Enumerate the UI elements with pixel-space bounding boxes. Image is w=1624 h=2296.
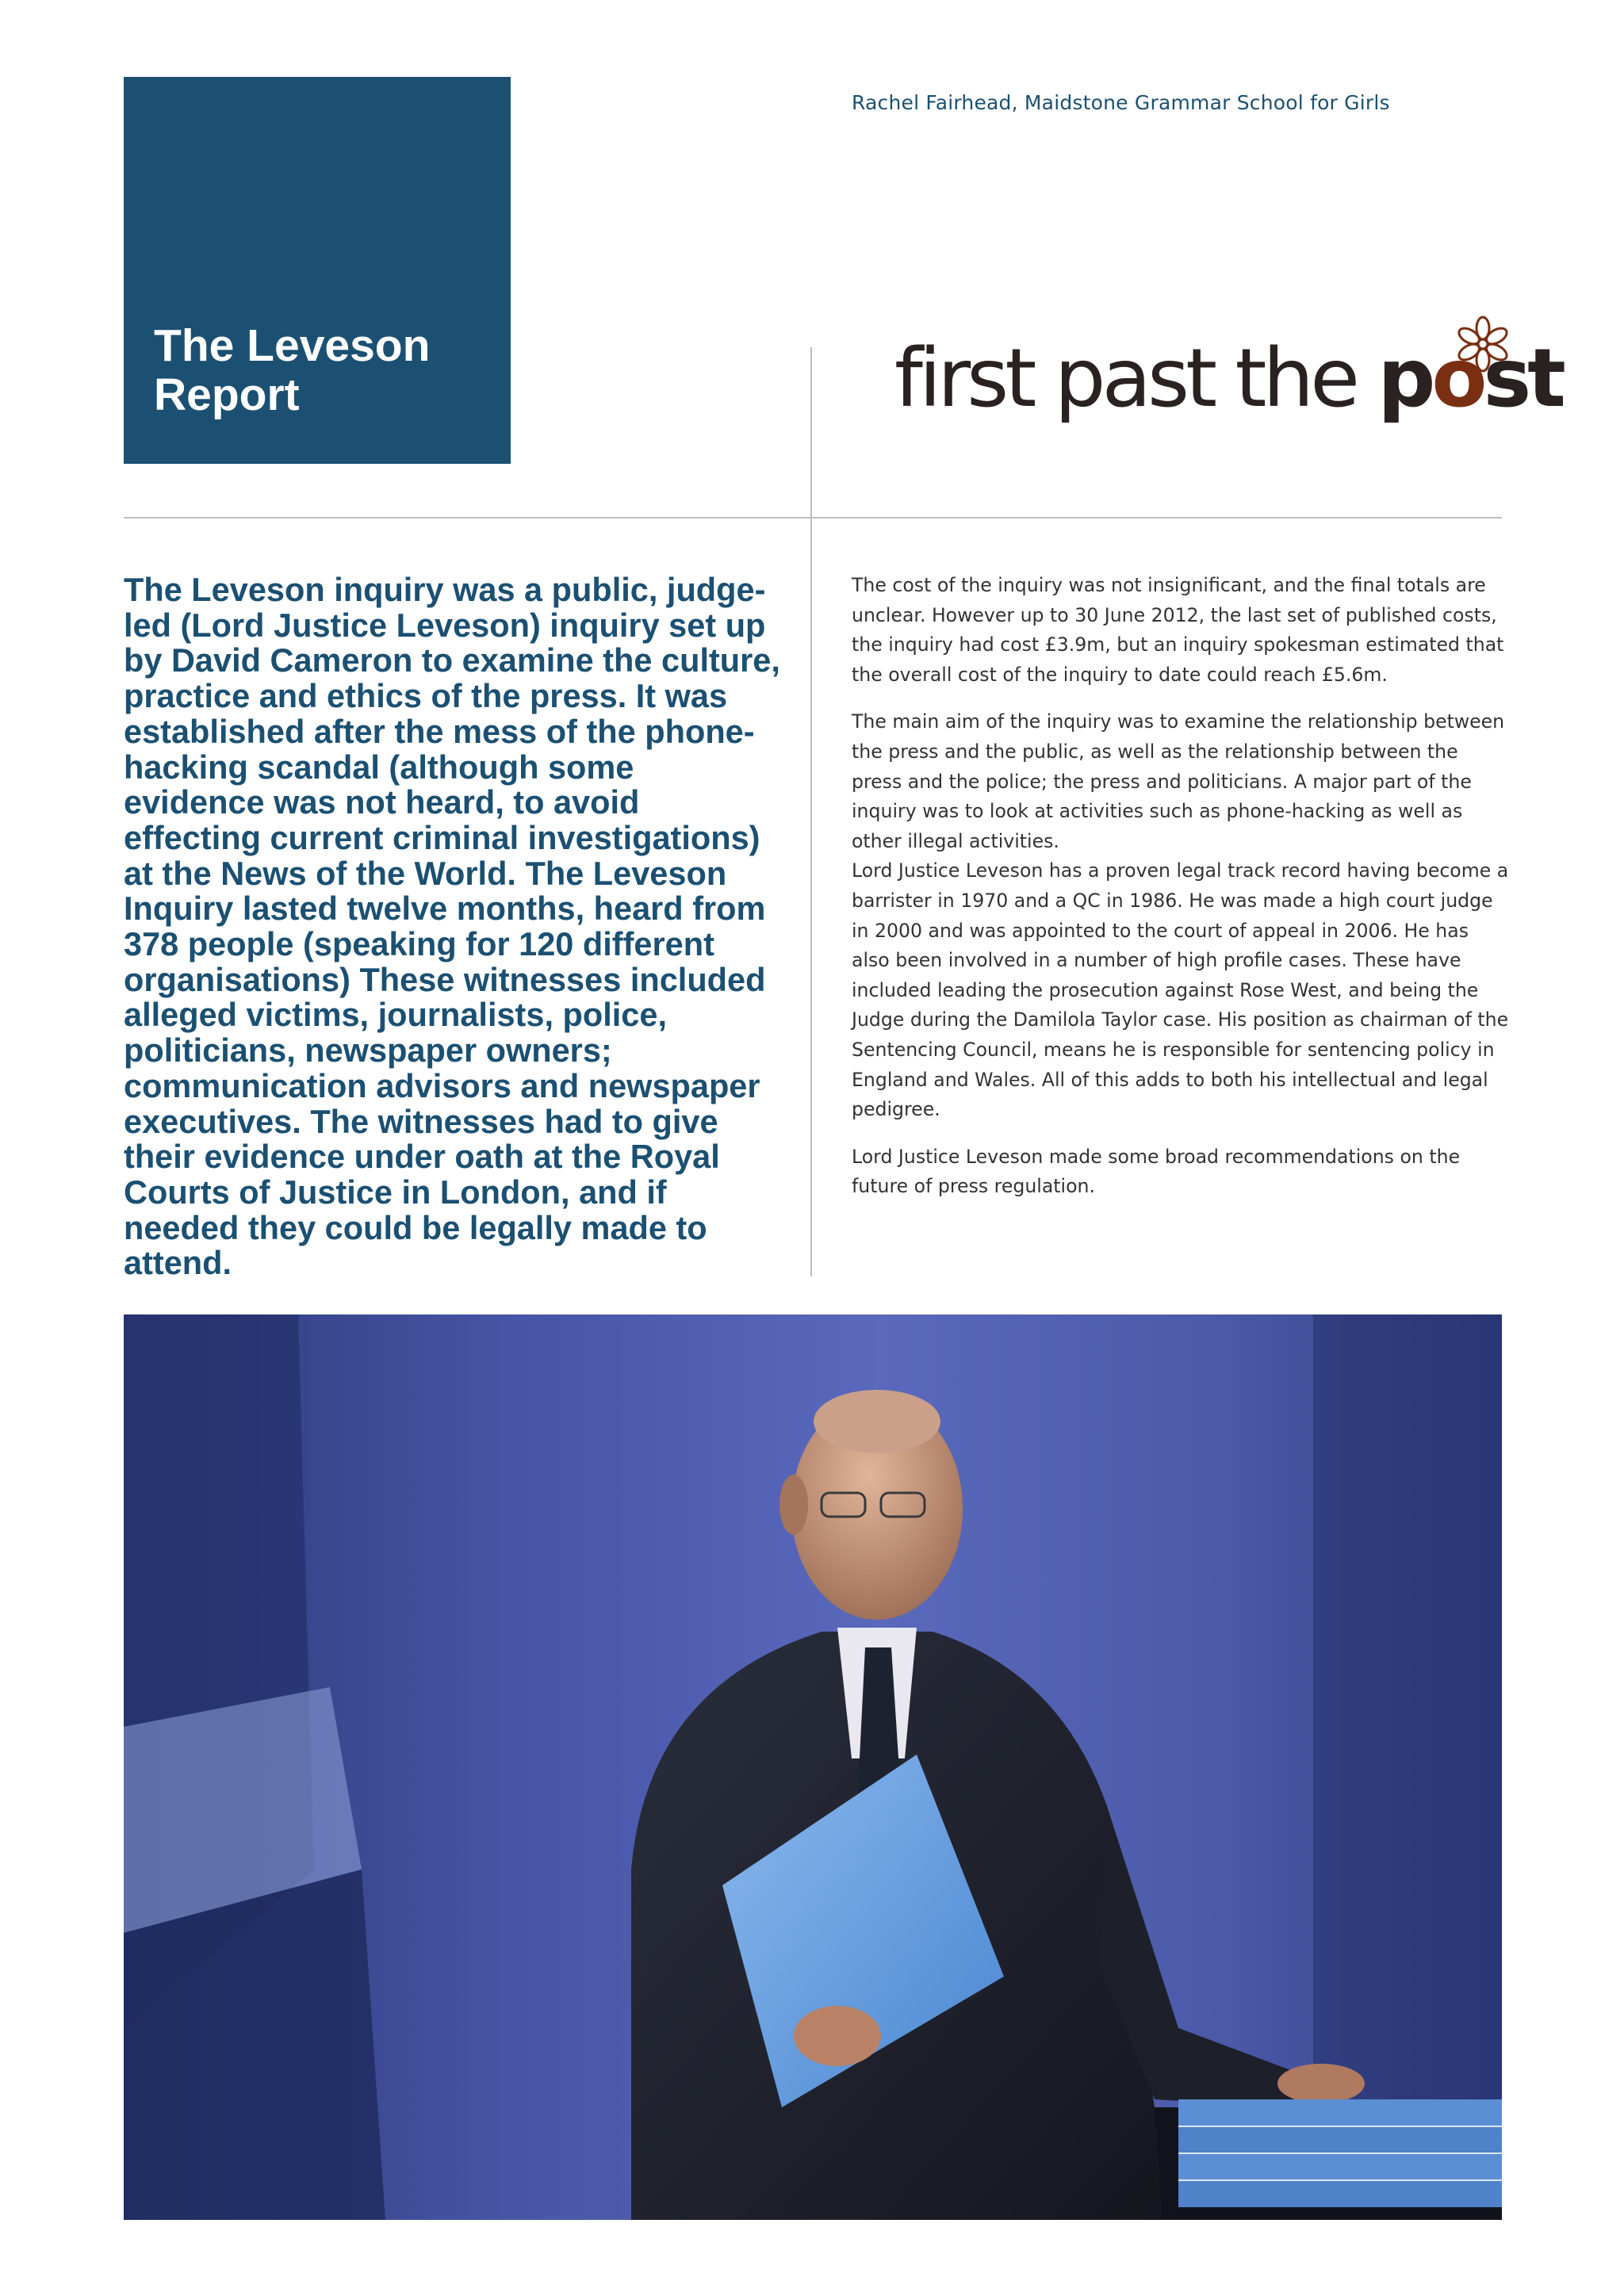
body-paragraph-cost: The cost of the inquiry was not insignificant, and the final totals are unclear. However up to 30 June 2012, the last set of published costs, the inquiry had cost £3.9m, but an inquiry spokesman estimated that the overall cost of the inquiry to date could reach £5.6m.	[852, 574, 1504, 686]
author-byline: Rachel Fairhead, Maidstone Grammar School for Girls	[852, 91, 1390, 114]
body-column	[852, 571, 1510, 1219]
title-block	[124, 77, 511, 464]
logo-text-light: first past the	[894, 331, 1378, 426]
body-paragraph-leveson: Lord Justice Leveson has a proven legal track record having become a barrister in 1970 and a QC in 1986. He was made a high court judge in 2000 and was appointed to the court of appeal in 2006. He has also been involved in a number of high profile cases. These have included leading the prosecution against Rose West, and being the Judge during the Damilola Taylor case. His position as chairman of the Sentencing Council, means he is responsible for sentencing policy in England and Wales. All of this adds to both his intellectual and legal pedigree.	[852, 859, 1509, 1121]
logo-text-st: st	[1483, 331, 1562, 426]
logo-text-o: o	[1431, 331, 1484, 426]
header-divider	[124, 517, 1502, 519]
flower-icon	[1453, 314, 1513, 374]
logo-text-p: p	[1377, 331, 1432, 426]
lead-paragraph: The Leveson inquiry was a public, judge-led (Lord Justice Leveson) inquiry set up by David Cameron to examine the culture, practice and ethics of the press. It was established after the mess of the phone-hacking scandal (although some evidence was not heard, to avoid effecting current criminal investigations) at the News of the World. The Leveson Inquiry lasted twelve months, heard from 378 people (speaking for 120 different organisations) These witnesses included alleged victims, journalists, police, politicians, newspaper owners; communication advisors and newspaper executives. The witnesses had to give their evidence under oath at the Royal Courts of Justice in London, and if needed they could be legally made to attend.	[124, 571, 780, 1282]
page-title: The Leveson Report	[154, 320, 431, 420]
body-paragraph-recommendations: Lord Justice Leveson made some broad recommendations on the future of press regulation.	[852, 1145, 1461, 1198]
photo-illustration	[124, 1314, 1502, 2220]
leveson-photo	[124, 1314, 1502, 2220]
body-paragraph-aim: The main aim of the inquiry was to examine the relationship between the press and the public, as well as the relationship between the press and the police; the press and politicians. A major part of the inquiry was to look at activities such as phone-hacking as well as other illegal activities.	[852, 710, 1505, 852]
column-divider	[810, 347, 812, 1276]
